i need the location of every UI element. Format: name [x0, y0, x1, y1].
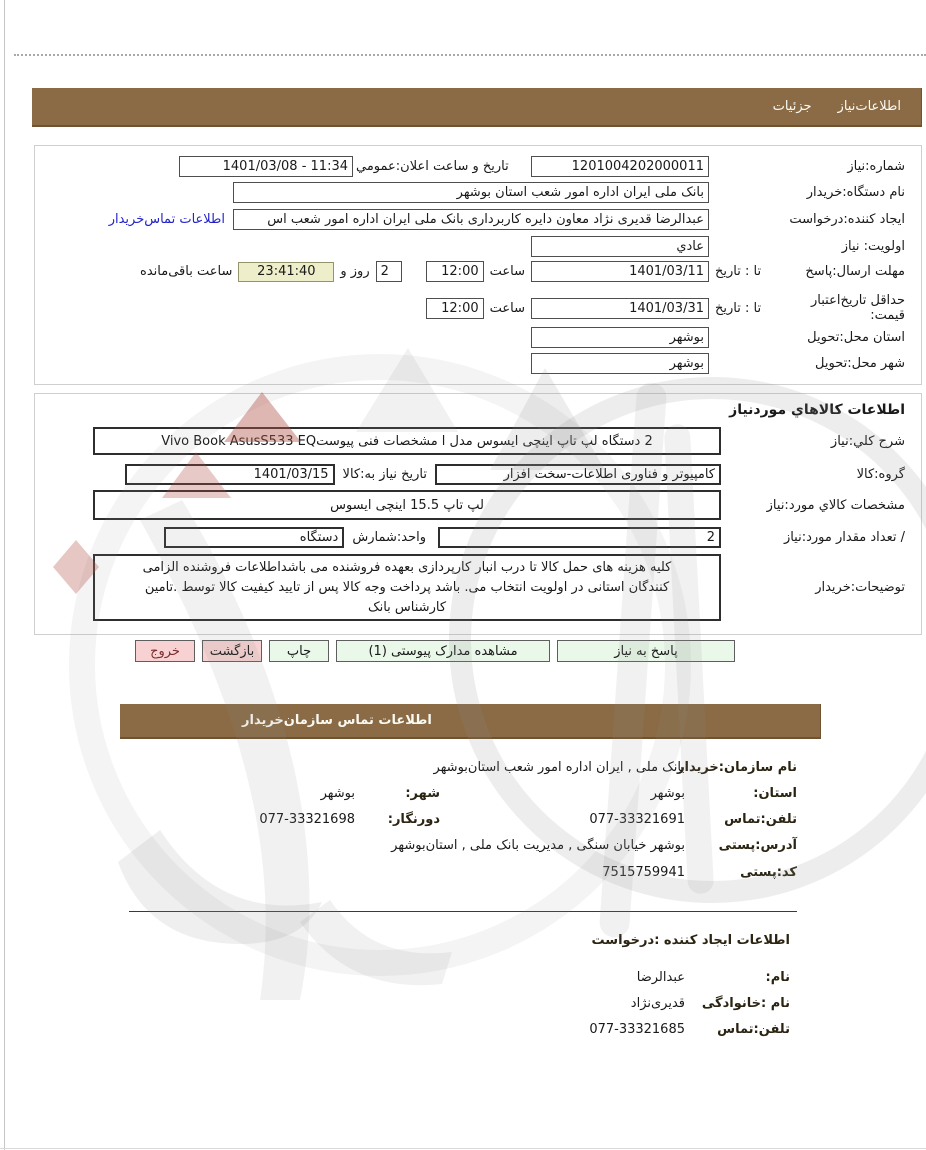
announce-label: تاریخ و ساعت اعلان:عمومي	[356, 159, 509, 174]
deadline-label: مهلت ارسال:پاسخ	[805, 264, 905, 279]
org-fax-label: دورنگار:	[387, 812, 440, 827]
deadline-hour-label: ساعت	[489, 264, 525, 279]
unit-label: واحد:شمارش	[352, 530, 426, 545]
buyer-org-input[interactable]: بانک ملی ایران اداره امور شعب استان بوشهر	[233, 182, 709, 203]
back-button[interactable]: بازگشت	[202, 640, 262, 662]
validity-hour-label: ساعت	[489, 300, 525, 316]
delivery-province-row	[35, 327, 921, 348]
page-bottom-border	[0, 1148, 926, 1149]
deadline-row	[35, 261, 921, 282]
delivery-city-row	[35, 353, 921, 374]
buyer-notes-label: توضیحات:خریدار	[815, 580, 905, 595]
buyer-notes-row	[35, 554, 921, 621]
requester-first-name-label: نام:	[765, 970, 790, 985]
action-buttons	[128, 640, 735, 662]
priority-row	[35, 236, 921, 257]
requester-section-title: اطلاعات ایجاد کننده :درخواست	[591, 933, 790, 948]
print-button[interactable]: چاپ	[269, 640, 329, 662]
menu-item-details[interactable]: جزئیات	[772, 99, 812, 114]
section-divider	[129, 911, 797, 912]
need-number-label: شماره:نیاز	[847, 159, 905, 174]
goods-desc-input[interactable]: 2 دستگاه لپ تاپ اینچی ایسوس مدل ا مشخصات فنی پیوستVivo Book AsusS533 EQ	[93, 427, 721, 455]
deadline-until-label: تا : تاریخ	[715, 264, 762, 279]
goods-desc-label: شرح کلي:نیاز	[830, 433, 905, 449]
deadline-date-input[interactable]: 1401/03/11	[531, 261, 709, 282]
requester-phone-row	[475, 1022, 790, 1037]
delivery-province-label: استان محل:تحویل	[807, 330, 905, 345]
requester-last-name-value: قدیری‌نژاد	[630, 996, 685, 1011]
need-info-panel	[34, 145, 922, 385]
need-number-row	[35, 156, 921, 177]
menu-bar	[32, 88, 922, 127]
requester-phone-value: 077-33321685	[589, 1022, 685, 1037]
org-postal-row	[60, 865, 797, 880]
validity-until-label: تا : تاریخ	[715, 300, 762, 316]
creator-input[interactable]: عبدالرضا قدیری نژاد معاون دایره کاربرداری بانک ملی ایران اداره امور شعب اس	[233, 209, 709, 230]
priority-input[interactable]: عادي	[531, 236, 709, 257]
page-left-border	[4, 0, 5, 1150]
price-validity-row	[35, 293, 921, 323]
org-contact-header-bar	[120, 704, 821, 739]
deadline-time-input[interactable]: 12:00	[426, 261, 484, 282]
goods-spec-label: مشخصات کالاي مورد:نیاز	[766, 497, 905, 513]
remaining-hours-label: ساعت باقی‌مانده	[140, 264, 233, 279]
delivery-city-input[interactable]: بوشهر	[531, 353, 709, 374]
org-postal-value: 7515759941	[602, 865, 685, 880]
creator-row	[35, 209, 921, 230]
goods-group-row	[35, 464, 921, 485]
goods-section-title: اطلاعات کالاهاي موردنیاز	[729, 402, 905, 418]
org-postal-label: کد:پستی	[740, 865, 797, 880]
org-province-value: بوشهر	[650, 786, 685, 801]
unit-input[interactable]: دستگاه	[164, 527, 344, 548]
org-phone-value: 077-33321691	[589, 812, 685, 827]
need-date-label: تاریخ نیاز به:کالا	[342, 467, 427, 482]
org-phone-label: تلفن:تماس	[724, 812, 797, 827]
view-attached-docs-button[interactable]: مشاهده مدارک پیوستی (1)	[336, 640, 550, 662]
remaining-days-input[interactable]: 2	[376, 261, 402, 282]
priority-label: اولویت: نیاز	[841, 239, 905, 254]
validity-time-input[interactable]: 12:00	[426, 298, 484, 319]
goods-panel	[34, 393, 922, 635]
need-date-input[interactable]: 1401/03/15	[125, 464, 335, 485]
goods-spec-input[interactable]: لپ تاپ 15.5 اینچی ایسوس	[93, 490, 721, 520]
remaining-time-badge: 23:41:40	[238, 262, 334, 282]
buyer-org-row	[35, 182, 921, 203]
price-validity-label: حداقل تاریخ‌اعتبار قیمت:	[811, 293, 905, 323]
requester-last-name-row	[475, 996, 790, 1011]
validity-date-input[interactable]: 1401/03/31	[531, 298, 709, 319]
goods-group-input[interactable]: کامپیوتر و فناوری اطلاعات-سخت افزار	[435, 464, 721, 485]
requester-last-name-label: نام :خانوادگی	[701, 996, 790, 1011]
buyer-contact-link[interactable]: اطلاعات تماس‌خریدار	[108, 212, 225, 227]
announce-datetime-input[interactable]: 1401/03/08 - 11:34	[179, 156, 353, 177]
org-contact-header: اطلاعات تماس سازمان‌خریدار	[242, 713, 432, 728]
need-number-input[interactable]: 1201004202000011	[531, 156, 709, 177]
delivery-province-input[interactable]: بوشهر	[531, 327, 709, 348]
goods-qty-row	[35, 527, 921, 548]
org-fax-value: 077-33321698	[259, 812, 355, 827]
goods-qty-input[interactable]: 2	[438, 527, 721, 548]
goods-desc-row	[35, 427, 921, 455]
days-and-label: روز و	[340, 264, 370, 279]
delivery-city-label: شهر محل:تحویل	[815, 356, 905, 371]
org-address-row	[60, 838, 797, 853]
org-province-city-row	[60, 786, 797, 801]
buyer-org-label: نام دستگاه:خریدار	[806, 185, 905, 200]
exit-button[interactable]: خروج	[135, 640, 195, 662]
org-name-label: نام سازمان:خریدار	[677, 760, 797, 775]
org-phone-fax-row	[60, 812, 797, 827]
buyer-notes-input[interactable]: کلیه هزینه های حمل کالا تا درب انبار کارپردازی بعهده فروشنده می باشداطلاعات فروشنده الزامی کنندگان استانی در اولویت انتخاب می. باشد پرداخت وجه کالا پس از تایید کیفیت کالا توسط .تامین کارشناس بانک	[93, 554, 721, 621]
creator-label: ایجاد کننده:درخواست	[789, 212, 905, 227]
org-name-row	[60, 760, 797, 775]
org-city-value: بوشهر	[320, 786, 355, 801]
goods-spec-row	[35, 490, 921, 520]
org-city-label: شهر:	[405, 786, 440, 801]
respond-to-need-button[interactable]: پاسخ به نیاز	[557, 640, 735, 662]
org-address-value: بوشهر خیابان سنگی , مدیریت بانک ملی , استان‌بوشهر	[391, 838, 685, 853]
goods-qty-label: / تعداد مقدار مورد:نیاز	[783, 530, 905, 545]
requester-phone-label: تلفن:تماس	[717, 1022, 790, 1037]
top-dotted-divider	[14, 54, 926, 56]
org-province-label: استان:	[753, 786, 797, 801]
org-name-value: بانک ملی , ایران اداره امور شعب استان‌بوشهر	[433, 760, 685, 775]
menu-item-need-info[interactable]: اطلاعات‌نیاز	[837, 99, 901, 114]
requester-first-name-value: عبدالرضا	[636, 970, 685, 985]
org-address-label: آدرس:پستی	[718, 838, 797, 853]
goods-group-label: گروه:کالا	[856, 467, 905, 482]
requester-first-name-row	[475, 970, 790, 985]
